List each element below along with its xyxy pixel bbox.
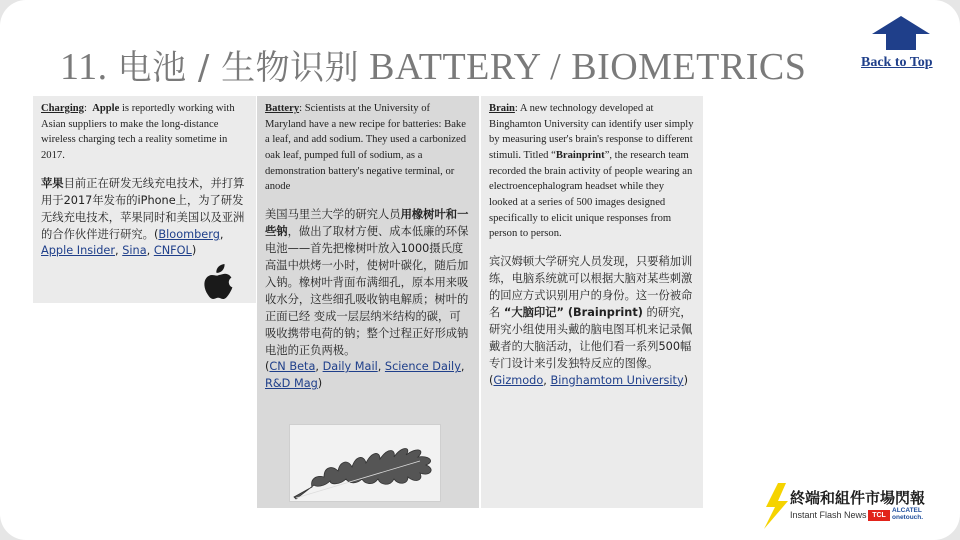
up-arrow-icon[interactable] — [872, 16, 930, 50]
charging-en-body: is reportedly working with Asian suppliers to make the long-distance wireless charging tech a reality sometime in 2017. — [41, 103, 235, 162]
tcl-badge: TCL — [868, 510, 890, 521]
alcatel-text: ALCATEL — [892, 507, 922, 514]
lightning-bolt-icon — [762, 483, 790, 529]
charging-panel — [33, 96, 256, 303]
instant-flash-news-logo — [762, 483, 942, 529]
source-link-daily-mail[interactable]: Daily Mail — [322, 360, 378, 374]
source-link-rd-mag[interactable]: R&D Mag — [265, 377, 318, 391]
battery-cn-bold: 用橡树叶和一些钠 — [265, 208, 469, 238]
title-english: BATTERY / BIOMETRICS — [369, 46, 807, 88]
charging-label: Charging — [41, 103, 84, 114]
source-link-cnfol[interactable]: CNFOL — [153, 244, 192, 258]
battery-cn-text: 美国马里兰大学的研究人员用橡树叶和一些钠，做出了取材方便、成本低廉的环保电池——首先把橡树叶放入1000摄氏度高温中烘烤一小时，使树叶碳化，随后加入钠。橡树叶背面布满细孔，原本用来吸收水分，这些细孔吸收钠电解质；树叶的正面已经 变成一层层纳米结构的碳，可吸收携带电荷的钠；整个过程正好形成钠电池的正负两极。 (CN Beta, Daily Mail, Science Daily, R&D Mag) — [265, 208, 469, 391]
back-to-top-link[interactable]: Back to Top — [861, 55, 933, 70]
page-title — [60, 40, 806, 89]
alcatel-onetouch-mark — [892, 507, 923, 521]
battery-en-body: : Scientists at the University of Maryland have a new recipe for batteries: Bake a leaf, and add sodium. They used a carbonized oak leaf, pumped full of sodium, as a demonstration battery's negative terminal, or anode — [265, 103, 467, 193]
brain-label: Brain — [489, 103, 515, 114]
battery-label: Battery — [265, 103, 300, 114]
source-link-science-daily[interactable]: Science Daily — [384, 360, 461, 374]
charging-apple: Apple — [92, 103, 120, 114]
brain-cn-bold: “大脑印记” (Brainprint) — [503, 305, 643, 319]
charging-cn-bold: 苹果 — [41, 176, 64, 190]
source-link-apple-insider[interactable]: Apple Insider — [41, 244, 116, 258]
charging-cn-body: 目前正在研发无线充电技术，并打算用于2017年发布的iPhone上，为了研发无线充电技术，苹果同时和美国以及亚洲的合作伙伴进行研究。 — [41, 176, 245, 241]
charging-cn-text: 苹果目前正在研发无线充电技术，并打算用于2017年发布的iPhone上，为了研发无线充电技术，苹果同时和美国以及亚洲的合作伙伴进行研究。(Bloomberg, Apple Insider, Sina, CNFOL) — [41, 176, 245, 258]
title-number: 11. — [60, 46, 108, 88]
charging-en-text: Charging: Apple is reportedly working with Asian suppliers to make the long-distance wireless charging tech a reality sometime in 2017. — [41, 103, 235, 162]
brain-en-body-2: ”, the research team recorded the brain activity of people wearing an electroencephalogram headset while they looked at a series of 500 images designed specifically to elicit unique responses from person to person. — [489, 150, 693, 240]
brain-en-body-1: : A new technology developed at Binghamton University can identify user simply by measuring user's brain's response to different stimuli. Titled “ — [489, 103, 694, 162]
logo-cn-name: 終端和組件市場閃報 — [790, 489, 926, 507]
onetouch-text: onetouch. — [892, 514, 924, 522]
source-link-cnbeta[interactable]: CN Beta — [269, 360, 316, 374]
source-link-sina[interactable]: Sina — [122, 244, 147, 258]
brain-en-bold: Brainprint — [555, 150, 605, 162]
brain-cn-text: 宾汉姆顿大学研究人员发现，只要稍加训练，电脑系统就可以根据大脑对某些刺激的回应方式识别用户的身份。这一份被命名 “大脑印记” (Brainprint) 的研究，研究小组使用头戴的脑电图耳机来记录佩戴者的大脑活动，让他们看一系列500幅专门设计来引发独特反应的图像。 (Gizmodo, Binghamtom University) — [489, 255, 693, 387]
source-link-gizmodo[interactable]: Gizmodo — [493, 373, 544, 387]
source-link-bloomberg[interactable]: Bloomberg — [158, 227, 220, 241]
battery-en-text — [265, 101, 471, 195]
brain-cn-body-2: 的研究，研究小组使用头戴的脑电图耳机来记录佩戴者的大脑活动，让他们看一系列500幅专门设计来引发独特反应的图像。 — [489, 305, 693, 370]
apple-logo-icon — [203, 264, 235, 300]
brain-en-text — [489, 101, 695, 242]
source-link-binghamton[interactable]: Binghamtom University — [550, 373, 684, 387]
battery-cn-body: ，做出了取材方便、成本低廉的环保电池——首先把橡树叶放入1000摄氏度高温中烘烤一小时，使树叶碳化，随后加入钠。橡树叶背面布满细孔，原本用来吸收水分，这些细孔吸收钠电解质；树叶的正面已经 变成一层层纳米结构的碳，可吸收携带电荷的钠；整个过程正好形成钠电池的正负两极。 — [265, 224, 469, 357]
brain-cn-body-1: 宾汉姆顿大学研究人员发现，只要稍加训练，电脑系统就可以根据大脑对某些刺激的回应方式识别用户的身份。这一份被命名 — [489, 255, 693, 319]
battery-cn-pre: 美国马里兰大学的研究人员 — [265, 208, 401, 222]
title-cjk: 电池 / 生物识别 — [117, 48, 360, 88]
battery-panel — [257, 96, 479, 508]
oak-leaf-image — [289, 424, 441, 502]
logo-en-name: Instant Flash News — [790, 510, 867, 520]
brain-panel — [481, 96, 703, 508]
